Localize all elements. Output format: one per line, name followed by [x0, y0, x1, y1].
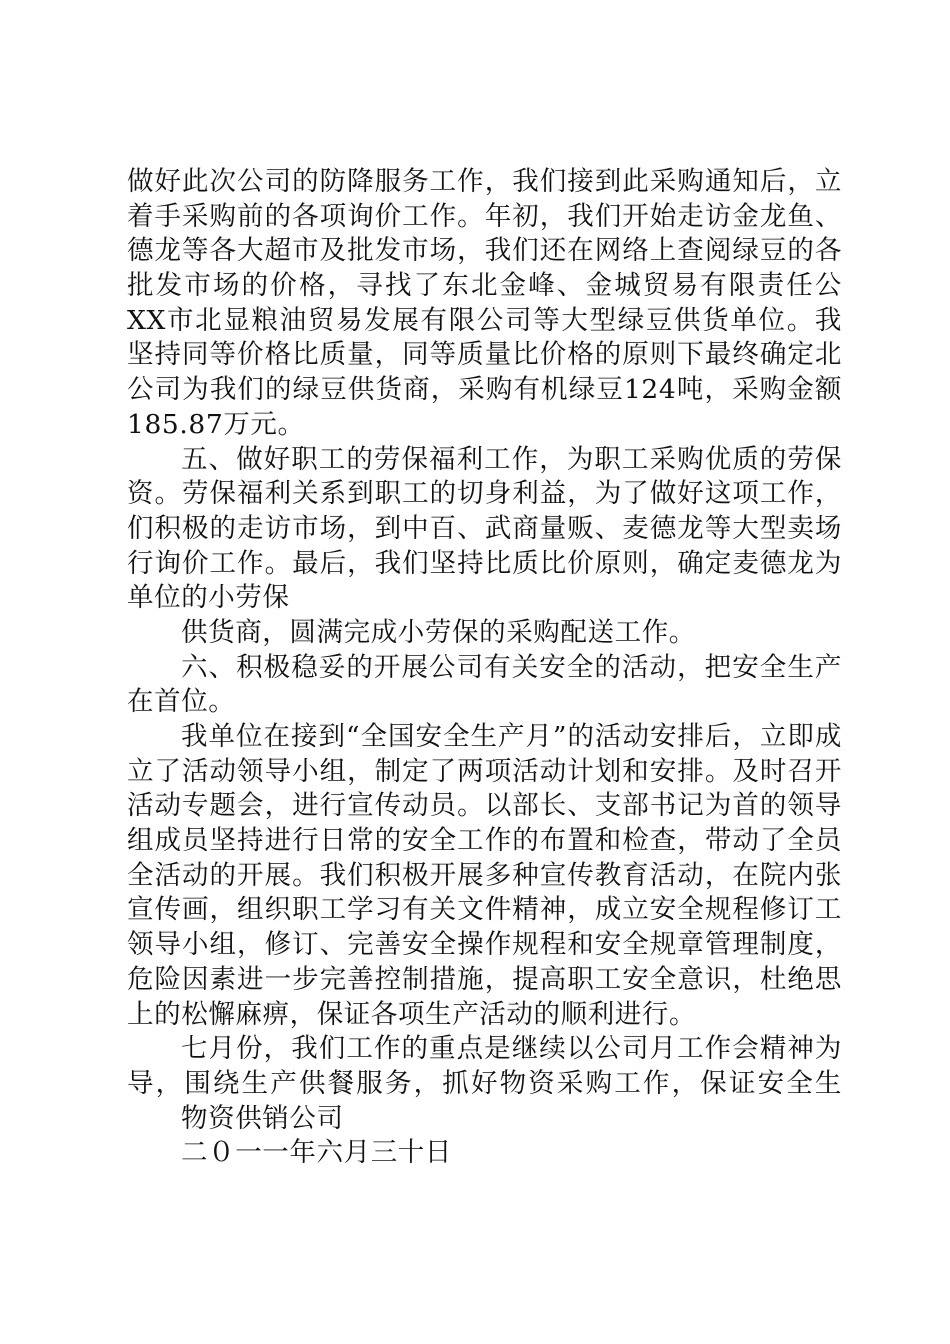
- text-line: 立了活动领导小组，制定了两项活动计划和安排。及时召开: [127, 755, 842, 787]
- text-line: 德龙等各大超市及批发市场，我们还在网络上查阅绿豆的各: [127, 235, 842, 267]
- text-line: XX市北显粮油贸易发展有限公司等大型绿豆供货单位。我: [127, 304, 842, 336]
- text-line: 宣传画，组织职工学习有关文件精神，成立安全规程修订工: [127, 894, 842, 926]
- document-body: [127, 165, 842, 1171]
- text-line: 供货商，圆满完成小劳保的采购配送工作。: [181, 616, 696, 648]
- text-line: 全活动的开展。我们积极开展多种宣传教育活动，在院内张: [127, 859, 842, 891]
- text-line: 行询价工作。最后，我们坚持比质比价原则，确定麦德龙为: [127, 547, 842, 579]
- text-line: 活动专题会，进行宣传动员。以部长、支部书记为首的领导: [127, 790, 842, 822]
- text-line: 们积极的走访市场，到中百、武商量贩、麦德龙等大型卖场: [127, 512, 842, 544]
- text-line: 我单位在接到“全国安全生产月”的活动安排后，立即成: [181, 721, 842, 752]
- text-line: 185.87万元。: [127, 408, 305, 440]
- text-line: 二０一一年六月三十日: [181, 1137, 452, 1169]
- text-line: 资。劳保福利关系到职工的切身利益，为了做好这项工作，: [127, 478, 842, 510]
- text-line: 危险因素进一步完善控制措施，提高职工安全意识，杜绝思: [127, 963, 842, 995]
- text-line: 导，围绕生产供餐服务，抓好物资采购工作，保证安全生: [127, 1067, 842, 1099]
- text-line: 单位的小劳保: [127, 582, 290, 614]
- text-line: 组成员坚持进行日常的安全工作的布置和检查，带动了全员: [127, 825, 842, 857]
- text-line: 五、做好职工的劳保福利工作，为职工采购优质的劳保: [181, 443, 842, 475]
- text-line: 六、积极稳妥的开展公司有关安全的活动，把安全生产: [181, 651, 842, 683]
- text-line: 物资供销公司: [181, 1102, 344, 1134]
- text-line: 七月份，我们工作的重点是继续以公司月工作会精神为: [181, 1033, 842, 1065]
- text-line: 做好此次公司的防降服务工作，我们接到此采购通知后，立: [127, 166, 842, 197]
- text-line: 坚持同等价格比质量，同等质量比价格的原则下最终确定北: [127, 339, 842, 371]
- text-line: 公司为我们的绿豆供货商，采购有机绿豆124吨，采购金额: [127, 374, 842, 406]
- text-line: 在首位。: [127, 686, 236, 718]
- text-line: 上的松懈麻痹，保证各项生产活动的顺利进行。: [127, 998, 697, 1030]
- text-line: 着手采购前的各项询价工作。年初，我们开始走访金龙鱼、: [127, 200, 842, 232]
- text-line: 领导小组，修订、完善安全操作规程和安全规章管理制度，: [127, 929, 842, 961]
- text-line: 批发市场的价格，寻找了东北金峰、金城贸易有限责任公: [127, 270, 842, 302]
